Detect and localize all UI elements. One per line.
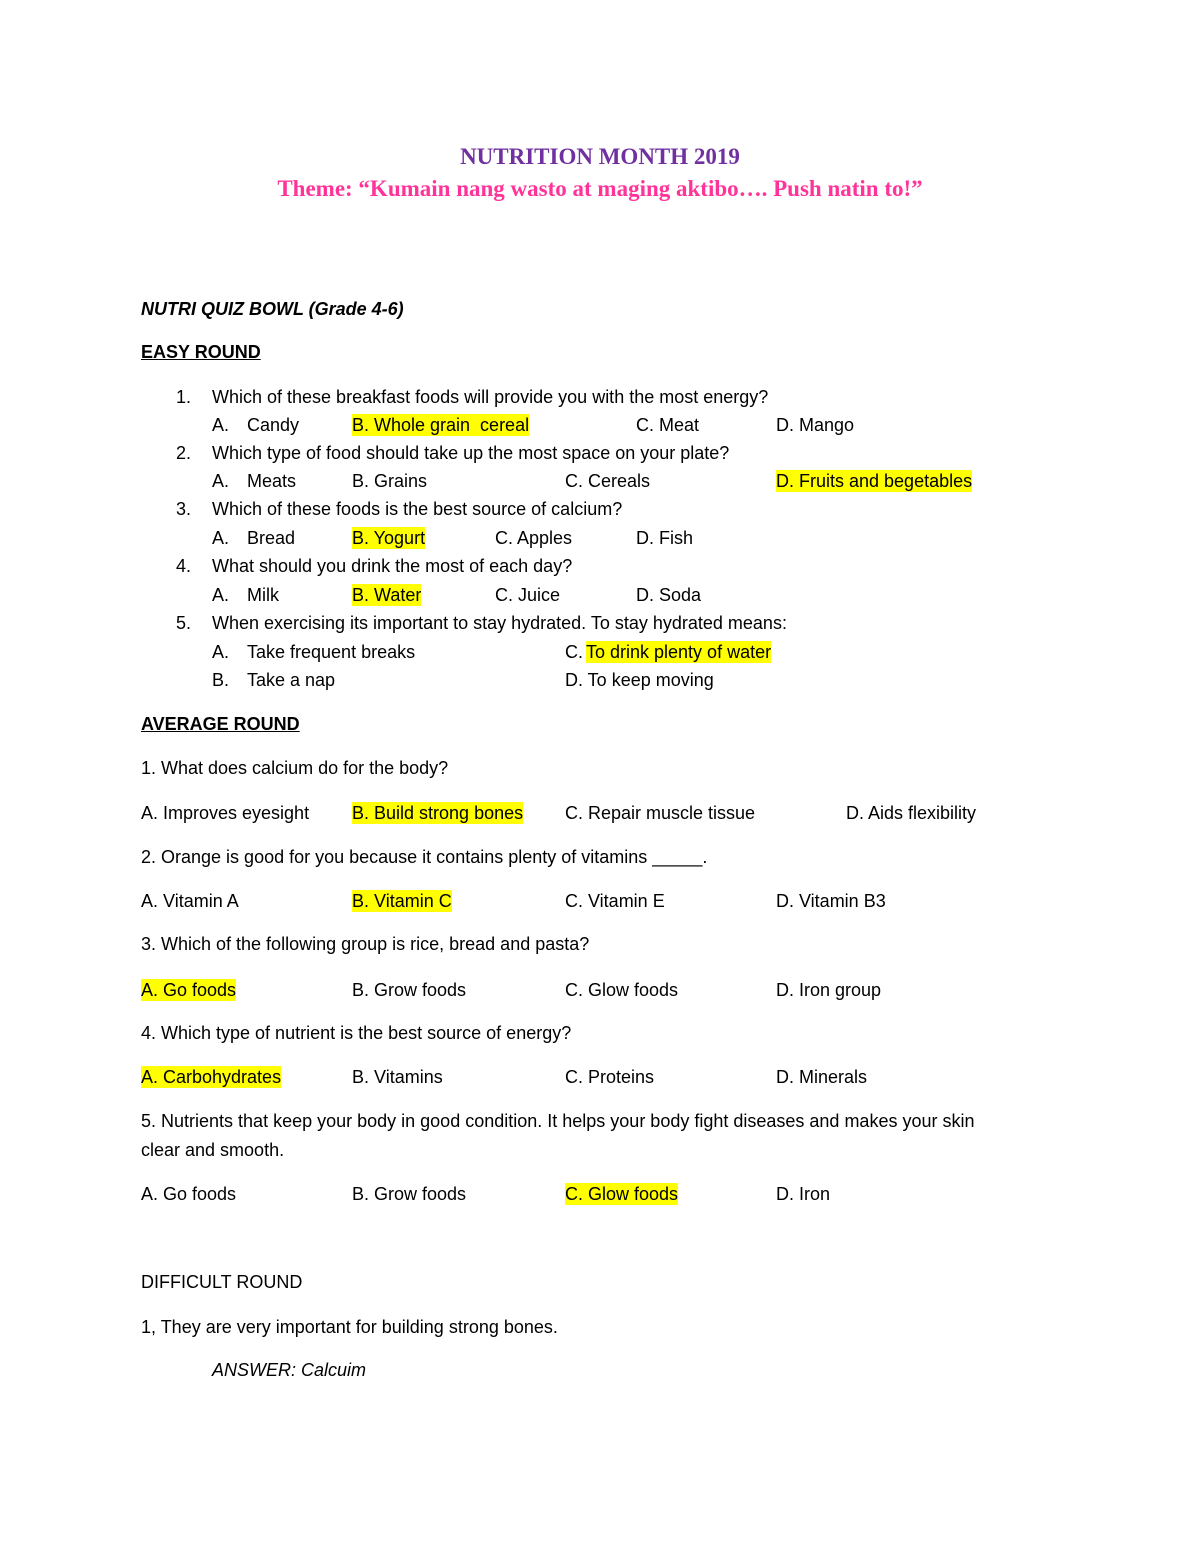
option-correct: B. Vitamin C [352,891,452,911]
option: Milk [247,585,279,605]
option: B. Grow foods [352,980,467,1000]
question-number: 1. [176,387,192,407]
option: B. Vitamins [352,1067,443,1087]
question-text: 1, They are very important for building strong bones. [141,1317,558,1337]
question-text: Which type of food should take up the most space on your plate? [212,443,730,463]
option-correct: A. Carbohydrates [141,1067,282,1087]
question-text: 2. Orange is good for you because it contains plenty of vitamins _____. [141,847,708,867]
option: D. Mango [776,415,855,435]
option-correct: To drink plenty of water [586,642,772,662]
option: C. Meat [636,415,700,435]
question-number: 3. [176,499,192,519]
option: D. To keep moving [565,670,714,690]
option-letter: A. [212,528,230,548]
option: A. Go foods [141,1184,237,1204]
option: B. Grow foods [352,1184,467,1204]
option-correct: D. Fruits and begetables [776,471,973,491]
question-text: 5. Nutrients that keep your body in good condition. It helps your body fight diseases and makes your skin [141,1111,975,1131]
question-number: 2. [176,443,192,463]
option-correct: B. Yogurt [352,528,426,548]
quiz-title: NUTRI QUIZ BOWL (Grade 4-6) [141,299,404,319]
page-title: NUTRITION MONTH 2019 [460,144,740,169]
option: B. Grains [352,471,428,491]
option: C. Repair muscle tissue [565,803,756,823]
option-letter: C. [565,642,583,662]
option: C. Juice [495,585,561,605]
option: C. Apples [495,528,573,548]
option-correct: B. Whole grain cereal [352,415,530,435]
question-text: 1. What does calcium do for the body? [141,758,449,778]
option-letter: A. [212,585,230,605]
option: C. Proteins [565,1067,655,1087]
option-correct: B. Water [352,585,422,605]
option: Take a nap [247,670,336,690]
difficult-round-heading: DIFFICULT ROUND [141,1272,303,1292]
question-text: 3. Which of the following group is rice, bread and pasta? [141,934,590,954]
question-number: 5. [176,613,192,633]
option-correct: A. Go foods [141,980,237,1000]
option: C. Glow foods [565,980,679,1000]
option: Meats [247,471,297,491]
question-text: What should you drink the most of each day? [212,556,573,576]
question-text-continued: clear and smooth. [141,1140,285,1160]
question-text: When exercising its important to stay hydrated. To stay hydrated means: [212,613,787,633]
question-number: 4. [176,556,192,576]
option: D. Iron group [776,980,882,1000]
option: D. Soda [636,585,702,605]
option-letter: A. [212,415,230,435]
question-text: Which of these breakfast foods will provide you with the most energy? [212,387,769,407]
option-letter: A. [212,642,230,662]
option: C. Cereals [565,471,651,491]
answer-text: ANSWER: Calcuim [212,1360,367,1380]
option-correct: C. Glow foods [565,1184,679,1204]
option: C. Vitamin E [565,891,665,911]
question-text: 4. Which type of nutrient is the best source of energy? [141,1023,572,1043]
option: Take frequent breaks [247,642,416,662]
option-letter: A. [212,471,230,491]
option: Bread [247,528,296,548]
option-correct: B. Build strong bones [352,803,524,823]
theme-line: Theme: “Kumain nang wasto at maging aktibo…. Push natin to!” [277,176,923,201]
option: Candy [247,415,300,435]
option-letter: B. [212,670,230,690]
option: D. Aids flexibility [846,803,977,823]
option: A. Vitamin A [141,891,239,911]
option: D. Iron [776,1184,831,1204]
option: A. Improves eyesight [141,803,310,823]
easy-round-heading: EASY ROUND [141,342,261,362]
option: D. Vitamin B3 [776,891,886,911]
average-round-heading: AVERAGE ROUND [141,714,300,734]
option: D. Fish [636,528,694,548]
option: D. Minerals [776,1067,868,1087]
question-text: Which of these foods is the best source of calcium? [212,499,623,519]
